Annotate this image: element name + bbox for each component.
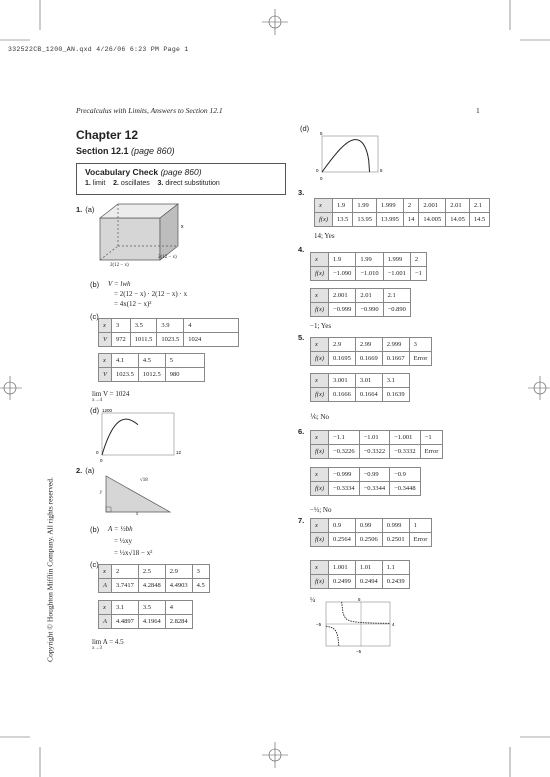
table-cell: 2.99 (355, 338, 382, 352)
q5-table-1 (310, 337, 432, 366)
table-cell: 0.1639 (382, 388, 409, 402)
table-cell: 4 (184, 319, 239, 333)
table-cell: 1012.5 (138, 368, 165, 382)
table-header: f(x) (311, 575, 329, 589)
table-header: A (99, 615, 112, 629)
table-cell: 2 (111, 565, 138, 579)
table-header: A (99, 579, 112, 593)
table-cell: −1.010 (356, 267, 383, 281)
q6-table-1 (310, 430, 443, 459)
box-side-label: 2(12 − x) (158, 255, 177, 260)
table-cell: 4.1 (111, 354, 138, 368)
graph-xmax: 5 (380, 168, 383, 173)
table-header: f(x) (311, 388, 329, 402)
q1d-label: (d) (300, 124, 310, 133)
table-cell: 2.5 (138, 565, 165, 579)
table-cell: 0.2501 (382, 533, 409, 547)
vocab-page-ref: (page 860) (160, 167, 202, 177)
table-cell: 972 (111, 333, 130, 347)
table-cell: 4 (165, 601, 192, 615)
graph-xmax: 4 (392, 622, 395, 627)
q1-b-line3: = 4x(12 − x)² (114, 300, 152, 308)
q3-table (314, 198, 490, 227)
table-header: f(x) (311, 533, 329, 547)
q2-part-c: (c) (90, 560, 99, 569)
table-cell: 14.5 (469, 213, 489, 227)
table-header: x (99, 354, 112, 368)
table-cell: −0.999 (329, 303, 356, 317)
table-cell: 1.9 (329, 253, 356, 267)
running-header: Precalculus with Limits, Answers to Section 12.1 (76, 106, 223, 115)
table-cell: −0.890 (383, 303, 410, 317)
table-cell: 2.01 (356, 289, 383, 303)
table-cell: 2.1 (469, 199, 489, 213)
box-height-label: x (181, 224, 184, 230)
table-cell: −1.01 (359, 431, 390, 445)
table-cell: Error (409, 352, 432, 366)
table-header: V (99, 333, 112, 347)
table-cell: 2.9 (165, 565, 192, 579)
table-cell: 3.01 (355, 374, 382, 388)
q2-label (76, 466, 94, 475)
graph-xmin: −5 (316, 622, 322, 627)
q2-limit: lim A = 4.5 (92, 638, 124, 646)
q2-b-line2: = ½xy (114, 537, 132, 545)
page-number: 1 (476, 106, 480, 115)
graph-ymax: 5 (358, 597, 361, 602)
table-cell: −1.090 (329, 267, 356, 281)
table-cell: 3.7417 (111, 579, 138, 593)
table-cell: 1.9 (333, 199, 353, 213)
q7-graph (306, 596, 406, 656)
q1-part-a: (a) (85, 205, 95, 214)
table-cell: 4.4903 (165, 579, 192, 593)
table-cell: 0.2506 (355, 533, 382, 547)
vocab-answer: limit (92, 180, 106, 187)
q2-part-b: (b) (90, 525, 100, 534)
table-header: x (311, 338, 329, 352)
table-cell: 1024 (184, 333, 239, 347)
graph-ymax: 1200 (102, 408, 113, 413)
q3-answer: 14; Yes (314, 232, 335, 240)
q1-num: 1. (76, 205, 83, 214)
table-header: V (99, 368, 112, 382)
table-header: f(x) (311, 267, 329, 281)
table-cell: 3.9 (157, 319, 184, 333)
table-cell: −0.999 (329, 468, 360, 482)
graph-ymin: −5 (356, 649, 362, 654)
q7-num: 7. (298, 516, 305, 525)
table-header: x (311, 374, 329, 388)
table-header: f(x) (311, 352, 329, 366)
table-cell: Error (420, 445, 443, 459)
table-header: x (99, 601, 112, 615)
table-header: f(x) (315, 213, 333, 227)
table-cell: 14.005 (419, 213, 446, 227)
table-cell: 0.2494 (355, 575, 382, 589)
table-cell: −0.3448 (390, 482, 421, 496)
triangle-x-label: x (136, 512, 139, 517)
q5-num: 5. (298, 333, 305, 342)
q5-table-2 (310, 373, 410, 402)
graph-xmax: 12 (176, 450, 182, 455)
vocab-title-text: Vocabulary Check (85, 167, 159, 177)
section-title (76, 146, 175, 156)
table-cell: 13.995 (377, 213, 404, 227)
vocab-items (85, 180, 220, 187)
table-header: x (311, 519, 329, 533)
table-header: x (315, 199, 333, 213)
table-cell: −0.3334 (329, 482, 360, 496)
q6-table-2 (310, 467, 421, 496)
vocab-answer: oscillates (120, 180, 150, 187)
table-cell: 980 (165, 368, 204, 382)
table-cell: 1 (409, 519, 432, 533)
vocab-num: 3. (157, 180, 164, 187)
table-cell: 0.1667 (382, 352, 409, 366)
table-cell: 1.01 (355, 561, 382, 575)
table-cell: −1.1 (329, 431, 360, 445)
table-cell: 4.2848 (138, 579, 165, 593)
table-cell: 0.9 (329, 519, 356, 533)
table-cell: Error (409, 533, 432, 547)
vocab-num: 1. (85, 180, 91, 187)
table-cell: 2.01 (446, 199, 470, 213)
vocab-num: 2. (113, 180, 119, 187)
table-cell: 2.001 (419, 199, 446, 213)
table-cell: −0.3344 (359, 482, 390, 496)
q6-num: 6. (298, 427, 305, 436)
chapter-title: Chapter 12 (76, 128, 139, 142)
table-cell: 4.5 (192, 579, 209, 593)
table-cell: −0.99 (359, 468, 390, 482)
table-cell: 5 (165, 354, 204, 368)
table-cell: 3.1 (382, 374, 409, 388)
section-name: Section 12.1 (76, 146, 129, 156)
table-cell: 0.1695 (329, 352, 356, 366)
q1-box-figure (98, 200, 188, 272)
triangle-y-label: y (100, 490, 103, 495)
table-cell: −0.9 (390, 468, 421, 482)
q7-answer: ¼ (310, 596, 316, 604)
graph-ymin: 0 (100, 458, 103, 463)
table-cell: 1.999 (377, 199, 404, 213)
q1-part-d: (d) (90, 406, 100, 415)
table-header: x (311, 468, 329, 482)
q1-d-volume-graph (308, 130, 388, 182)
table-header: x (311, 253, 329, 267)
q2-num: 2. (76, 466, 83, 475)
table-cell: 3 (409, 338, 432, 352)
q1-table-2 (98, 353, 205, 382)
table-cell: 1.1 (382, 561, 409, 575)
q1-part-c: (c) (90, 312, 99, 321)
table-cell: 3 (192, 565, 209, 579)
table-cell: 13.5 (333, 213, 353, 227)
table-cell: 2.8284 (165, 615, 192, 629)
q4-answer: −1; Yes (310, 322, 332, 330)
q4-num: 4. (298, 245, 305, 254)
q1-part-b: (b) (90, 280, 100, 289)
q1-b-line1: V = lwh (108, 280, 131, 288)
triangle-hypotenuse-label: √18 (140, 478, 148, 483)
table-cell: 13.95 (353, 213, 377, 227)
q2-b-line1: A = ½bh (108, 525, 133, 533)
q4-table-2 (310, 288, 411, 317)
table-cell: −1.001 (390, 431, 421, 445)
table-cell: 3.5 (130, 319, 157, 333)
table-header: f(x) (311, 445, 329, 459)
copyright-notice: Copyright © Houghton Mifflin Company. All rights reserved. (45, 477, 55, 662)
table-cell: 3.5 (138, 601, 165, 615)
table-cell: 2 (410, 253, 426, 267)
q5-answer: ⅙; No (310, 413, 330, 421)
table-header: f(x) (311, 303, 329, 317)
table-cell: 0.2439 (382, 575, 409, 589)
table-cell: 0.2564 (329, 533, 356, 547)
table-cell: 2.999 (382, 338, 409, 352)
table-cell: 1.999 (383, 253, 410, 267)
table-cell: 0.99 (355, 519, 382, 533)
table-header: x (311, 289, 329, 303)
table-cell: 1023.5 (111, 368, 138, 382)
graph-ymax: 5 (320, 131, 323, 136)
table-cell: −0.3332 (390, 445, 421, 459)
q4-table-1 (310, 252, 427, 281)
table-cell: −0.3322 (359, 445, 390, 459)
q1-d-graph (92, 408, 182, 468)
table-cell: 0.1664 (355, 388, 382, 402)
table-cell: 14.05 (446, 213, 470, 227)
table-header: x (99, 319, 112, 333)
q2-b-line3: = ½x√18 − x² (114, 549, 153, 557)
q3-num: 3. (298, 188, 305, 197)
table-cell: 1023.5 (157, 333, 184, 347)
table-cell: 3.1 (111, 601, 138, 615)
graph-xmin: 0 (316, 168, 319, 173)
q1-limit-sub: x→4 (92, 398, 102, 403)
table-cell: 2.001 (329, 289, 356, 303)
box-front-label: 2(12 − x) (110, 263, 129, 268)
vocab-title (85, 167, 202, 177)
table-cell: 0.2499 (329, 575, 356, 589)
q7-table-1 (310, 518, 432, 547)
table-cell: 1.001 (329, 561, 356, 575)
table-cell: 3.001 (329, 374, 356, 388)
table-cell: 3 (111, 319, 130, 333)
table-cell: 0.1669 (355, 352, 382, 366)
table-header: x (311, 431, 329, 445)
table-cell: −0.3226 (329, 445, 360, 459)
table-cell: −1.001 (383, 267, 410, 281)
graph-xmin: 0 (96, 450, 99, 455)
q6-answer: −⅓; No (310, 506, 332, 514)
q7-table-2 (310, 560, 410, 589)
file-slug: 332522CB_1200_AN.qxd 4/26/06 6:23 PM Page 1 (8, 46, 189, 53)
section-page-ref: (page 860) (131, 146, 175, 156)
table-cell: 0.1666 (329, 388, 356, 402)
vocab-answer: direct substitution (165, 180, 220, 187)
table-header: f(x) (311, 482, 329, 496)
vocabulary-check-box (76, 163, 286, 195)
table-cell: −0.990 (356, 303, 383, 317)
table-cell: −1 (420, 431, 443, 445)
q2-part-a: (a) (85, 466, 95, 475)
table-cell: 2.9 (329, 338, 356, 352)
table-cell: 1.99 (356, 253, 383, 267)
table-cell: 14 (403, 213, 419, 227)
q1-b-line2: = 2(12 − x) · 2(12 − x) · x (114, 290, 188, 298)
table-cell: 2.1 (383, 289, 410, 303)
table-cell: 4.1964 (138, 615, 165, 629)
table-cell: 0.999 (382, 519, 409, 533)
table-cell: 1.99 (353, 199, 377, 213)
table-cell: 2 (403, 199, 419, 213)
table-header: x (99, 565, 112, 579)
q1-table-1 (98, 318, 239, 347)
q2-table-2 (98, 600, 193, 629)
graph-ymin: 0 (320, 176, 323, 181)
table-cell: 4.5 (138, 354, 165, 368)
q2-limit-sub: x→3 (92, 646, 102, 651)
table-cell: 4.4897 (111, 615, 138, 629)
q1-limit: lim V = 1024 (92, 390, 130, 398)
table-cell: 1011.5 (130, 333, 157, 347)
q2-table-1 (98, 564, 210, 593)
q1-label (76, 205, 94, 214)
table-header: x (311, 561, 329, 575)
table-cell: −1 (410, 267, 426, 281)
